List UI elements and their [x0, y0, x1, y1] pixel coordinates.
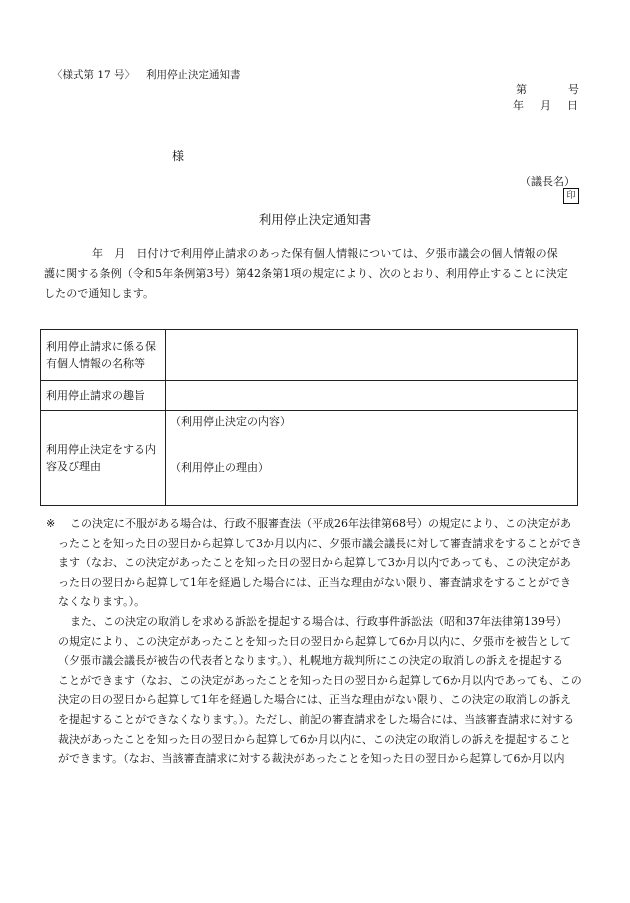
intro-line-2: 護に関する条例（令和5年条例第3号）第42条第1項の規定により、次のとおり、利用停止することに決定 [44, 267, 568, 280]
note-mark: ※ [46, 517, 56, 530]
table-row [41, 381, 578, 411]
note1-line-4: った日の翌日から起算して1年を経過した場合には、正当な理由がない限り、審査請求をすることができ [58, 575, 571, 589]
note1-line-2: ったことを知った日の翌日から起算して3か月以内に、夕張市議会議長に対して審査請求をすることができ [58, 536, 582, 550]
notes-section [46, 514, 588, 769]
row-label-decision-reason: 利用停止決定をする内容及び理由 [41, 411, 166, 506]
row-value-request-purpose [166, 381, 578, 411]
note2-line-2: の規定により、この決定があったことを知った日の翌日から起算して6か月以内に、夕張市を被告として [58, 634, 571, 648]
note-line [46, 514, 588, 534]
row-value-decision-reason [166, 411, 578, 506]
note2-line-1: また、この決定の取消しを求める訴訟を提起する場合は、行政事件訴訟法（昭和37年法律第139号） [70, 614, 567, 628]
note2-line-8: ができます。（なお、当該審査請求に対する裁決があったことを知った日の翌日から起算して6か月以内 [58, 752, 565, 766]
row-value-target-info [166, 330, 578, 381]
addressee-honorific: 様 [172, 149, 185, 163]
note1-line-3: ます（なお、この決定があったことを知った日の翌日から起算して3か月以内であっても、この決定があ [58, 556, 571, 570]
number-suffix-label: 号 [568, 83, 579, 96]
note-lawsuit [58, 612, 588, 769]
intro-line-1: 年 月 日付けで利用停止請求のあった保有個人情報については、夕張市議会の個人情報の保 [92, 247, 558, 260]
decision-content-note: （利用停止決定の内容） [170, 415, 291, 428]
intro-paragraph [44, 244, 584, 304]
form-name: 利用停止決定通知書 [146, 69, 241, 81]
date-day-label: 日 [567, 99, 578, 112]
table-row [41, 330, 578, 381]
date-month-label: 月 [540, 99, 551, 112]
note2-line-6: を提起することができなくなります。）。ただし、前記の審査請求をした場合には、当該審査請求に対する [58, 712, 575, 726]
chair-name-label: （議長名） [520, 175, 575, 188]
number-prefix-label: 第 [516, 83, 527, 96]
note-appeal [46, 514, 588, 612]
note2-line-5: 決定の日の翌日から起算して1年を経過した場合には、正当な理由がない限り、この決定の取消しの訴え [58, 693, 571, 707]
note1-line-1: この決定に不服がある場合は、行政不服審査法（平成26年法律第68号）の規定により、この決定があ [70, 517, 571, 530]
note2-line-4: ことができます（なお、この決定があったことを知った日の翌日から起算して6か月以内であっても、この [58, 673, 582, 687]
form-number: 〈様式第 17 号〉 [52, 69, 136, 81]
note1-line-5: なくなります。）。 [58, 595, 146, 609]
table-row [41, 411, 578, 506]
note2-line-3: （夕張市議会議長が被告の代表者となります。）、札幌地方裁判所にこの決定の取消しの訴えを提起する [58, 654, 564, 668]
row-label-request-purpose: 利用停止請求の趣旨 [41, 381, 166, 411]
document-title: 利用停止決定通知書 [258, 212, 372, 227]
decision-reason-note: （利用停止の理由） [170, 461, 269, 474]
seal-mark: 印 [563, 188, 579, 204]
info-table [40, 329, 578, 506]
intro-line [44, 244, 584, 264]
note2-line-7: 裁決があったことを知った日の翌日から起算して6か月以内に、この決定の取消しの訴えを提起すること [58, 732, 571, 746]
intro-line-3: したので通知します。 [44, 287, 155, 300]
date-year-label: 年 [513, 99, 524, 112]
row-label-target-info: 利用停止請求に係る保有個人情報の名称等 [41, 330, 166, 381]
